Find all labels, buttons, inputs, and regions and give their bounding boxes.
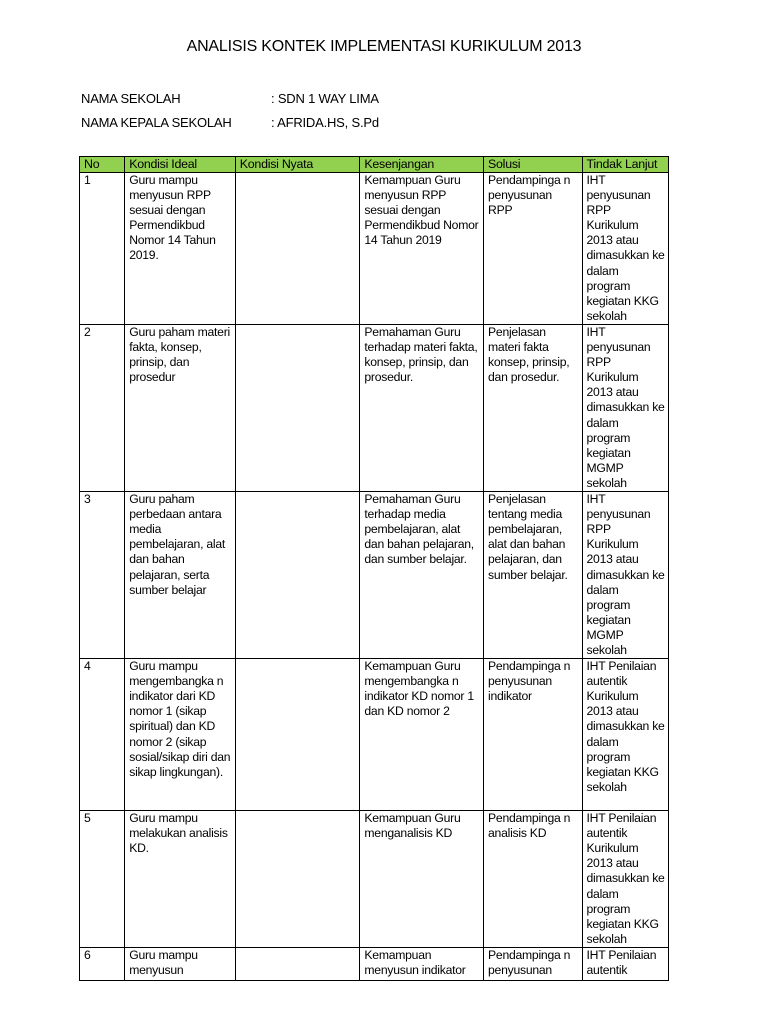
header-solusi: Solusi [484,157,583,173]
table-row [80,173,669,325]
cell-solusi: Pendampinga n penyusunan [484,947,583,980]
cell-tindak-lanjut: IHT penyusunan RPP Kurikulum 2013 atau dimasukkan ke dalam program kegiatan MGMP sekolah [582,492,668,659]
cell-no: 4 [80,659,125,811]
cell-tindak-lanjut: IHT penyusunan RPP Kurikulum 2013 atau dimasukkan ke dalam program kegiatan KKG sekolah [582,173,668,325]
document-title: ANALISIS KONTEK IMPLEMENTASI KURIKULUM 2013 [186,38,582,55]
header-kondisi-ideal: Kondisi Ideal [125,157,236,173]
cell-tindak-lanjut: IHT Penilaian autentik Kurikulum 2013 atau dimasukkan ke dalam program kegiatan KKG sekolah [582,811,668,948]
table-row [80,325,669,492]
cell-kondisi-ideal: Guru mampu melakukan analisis KD. [125,811,236,948]
cell-solusi: Pendampinga n penyusunan RPP [484,173,583,325]
analysis-table [79,156,669,981]
cell-kondisi-nyata [235,173,360,325]
cell-kondisi-nyata [235,947,360,980]
cell-solusi: Penjelasan tentang media pembelajaran, alat dan bahan pelajaran, dan sumber belajar. [484,492,583,659]
cell-kesenjangan: Kemampuan Guru menganalisis KD [360,811,484,948]
cell-no: 6 [80,947,125,980]
cell-kondisi-nyata [235,811,360,948]
cell-tindak-lanjut: IHT penyusunan RPP Kurikulum 2013 atau dimasukkan ke dalam program kegiatan MGMP sekolah [582,325,668,492]
cell-kesenjangan: Kemampuan menyusun indikator [360,947,484,980]
cell-kesenjangan: Kemampuan Guru mengembangka n indikator KD nomor 1 dan KD nomor 2 [360,659,484,811]
headmaster-value: : AFRIDA.HS, S.Pd [271,115,379,130]
header-tindak-lanjut: Tindak Lanjut [582,157,668,173]
cell-kondisi-nyata [235,659,360,811]
cell-no: 3 [80,492,125,659]
cell-no: 2 [80,325,125,492]
cell-kesenjangan: Pemahaman Guru terhadap materi fakta, konsep, prinsip, dan prosedur. [360,325,484,492]
cell-kondisi-ideal: Guru mampu menyusun [125,947,236,980]
cell-no: 5 [80,811,125,948]
cell-solusi: Pendampinga n penyusunan indikator [484,659,583,811]
table-header-row [80,157,669,173]
table-row [80,811,669,948]
cell-kondisi-ideal: Guru paham materi fakta, konsep, prinsip, dan prosedur [125,325,236,492]
headmaster-line [81,115,379,130]
header-no: No [80,157,125,173]
header-kesenjangan: Kesenjangan [360,157,484,173]
cell-solusi: Pendampinga n analisis KD [484,811,583,948]
cell-no: 1 [80,173,125,325]
headmaster-label: NAMA KEPALA SEKOLAH [81,115,232,130]
cell-kondisi-ideal: Guru mampu mengembangka n indikator dari KD nomor 1 (sikap spiritual) dan KD nomor 2 (sikap sosial/sikap diri dan sikap lingkungan). [125,659,236,811]
table-row [80,659,669,811]
cell-kondisi-nyata [235,325,360,492]
cell-kesenjangan: Pemahaman Guru terhadap media pembelajaran, alat dan bahan pelajaran, dan sumber belajar. [360,492,484,659]
table-row [80,947,669,980]
header-kondisi-nyata: Kondisi Nyata [235,157,360,173]
cell-kondisi-ideal: Guru mampu menyusun RPP sesuai dengan Permendikbud Nomor 14 Tahun 2019. [125,173,236,325]
school-name-value: : SDN 1 WAY LIMA [271,91,379,106]
cell-tindak-lanjut: IHT Penilaian autentik [582,947,668,980]
cell-kesenjangan: Kemampuan Guru menyusun RPP sesuai dengan Permendikbud Nomor 14 Tahun 2019 [360,173,484,325]
school-name-label: NAMA SEKOLAH [81,91,181,106]
cell-tindak-lanjut: IHT Penilaian autentik Kurikulum 2013 atau dimasukkan ke dalam program kegiatan KKG sekolah [582,659,668,811]
table-row [80,492,669,659]
cell-solusi: Penjelasan materi fakta konsep, prinsip, dan prosedur. [484,325,583,492]
cell-kondisi-nyata [235,492,360,659]
school-name-line [81,91,379,106]
cell-kondisi-ideal: Guru paham perbedaan antara media pembelajaran, alat dan bahan pelajaran, serta sumber belajar [125,492,236,659]
